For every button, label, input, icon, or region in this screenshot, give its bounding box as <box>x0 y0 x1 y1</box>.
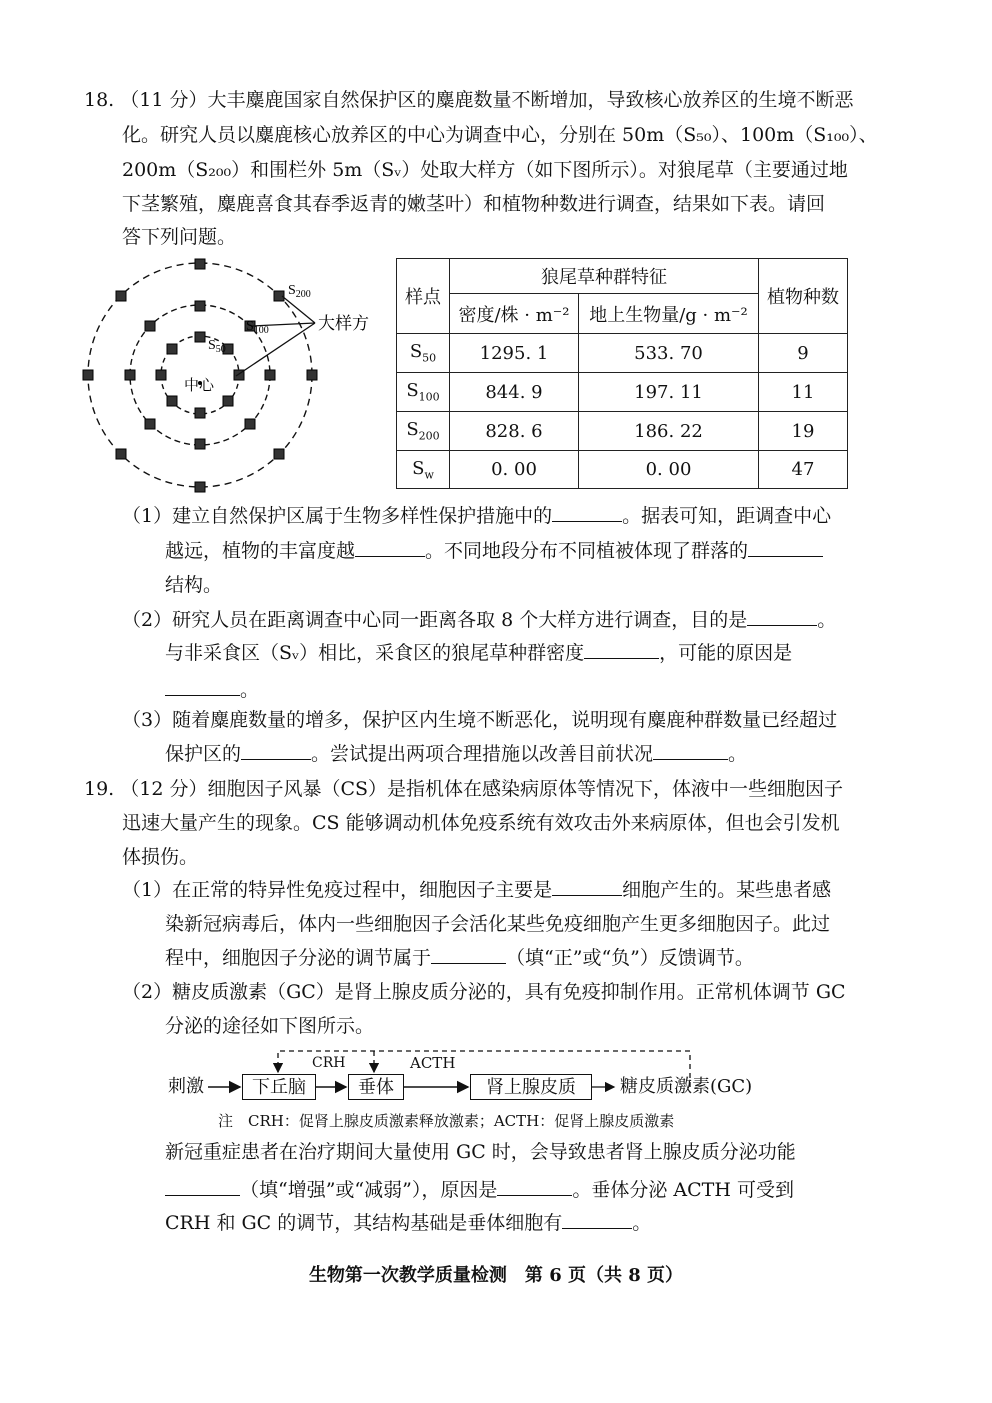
q19-p3-line-1: 新冠重症患者在治疗期间大量使用 GC 时，会导致患者肾上腺皮质分泌功能 <box>165 1141 796 1163</box>
answer-blank[interactable] <box>653 741 728 760</box>
answer-blank[interactable] <box>355 538 425 557</box>
cell-species: 47 <box>759 451 848 489</box>
answer-blank[interactable] <box>165 1177 240 1196</box>
q18-p2-line-2: 与非采食区（Sᵥ）相比，采食区的狼尾草种群密度 ，可能的原因是 <box>165 642 793 664</box>
q18-p3-line-1: （3）随着麋鹿数量的增多，保护区内生境不断恶化，说明现有麋鹿种群数量已经超过 <box>122 709 838 731</box>
flow-crh: CRH <box>312 1055 346 1071</box>
q18-p3-line-2: 保护区的 。尝试提出两项合理措施以改善目前状况 。 <box>165 743 748 765</box>
cell-biomass: 197. 11 <box>579 373 759 412</box>
q19-line-2: 迅速大量产生的现象。CS 能够调动机体免疫系统有效攻击外来病原体，但也会引发机 <box>122 812 840 834</box>
cell-species: 19 <box>759 412 848 451</box>
q18-line-2: 化。研究人员以麋鹿核心放养区的中心为调查中心，分别在 50m（S₅₀）、100m（S₁₀₀）、 <box>122 124 878 146</box>
answer-blank[interactable] <box>431 945 506 964</box>
answer-blank[interactable] <box>165 677 240 696</box>
header-group: 狼尾草种群特征 <box>450 259 759 294</box>
label-s100: $S_{100}$ <box>246 319 269 336</box>
answer-blank[interactable] <box>497 1177 572 1196</box>
cell-biomass: 0. 00 <box>579 451 759 489</box>
q18-line-5: 答下列问题。 <box>122 226 237 248</box>
quadrat-data-table <box>396 258 848 489</box>
flow-acth: ACTH <box>410 1054 456 1072</box>
cell-site: $S_w$ <box>397 451 450 489</box>
flow-hypothalamus: 下丘脑 <box>242 1074 316 1100</box>
answer-blank[interactable] <box>241 741 311 760</box>
quadrat-diagram <box>80 256 385 496</box>
label-s200: $S_{200}$ <box>288 283 311 300</box>
page-footer: 生物第一次教学质量检测 第 6 页（共 8 页） <box>308 1265 684 1286</box>
answer-blank[interactable] <box>747 607 817 626</box>
cell-density: 844. 9 <box>450 373 579 412</box>
q18-p2-line-3: 。 <box>165 676 259 704</box>
cell-density: 1295. 1 <box>450 334 579 373</box>
answer-blank[interactable] <box>748 538 823 557</box>
flow-gc: 糖皮质激素(GC) <box>620 1076 753 1097</box>
q18-line-1: 18. （11 分）大丰麋鹿国家自然保护区的麋鹿数量不断增加，导致核心放养区的生境不断恶 <box>84 89 854 111</box>
q19-p2-line-2: 分泌的途径如下图所示。 <box>165 1015 375 1037</box>
q19-p1-line-3: 程中，细胞因子分泌的调节属于 （填“正”或“负”）反馈调节。 <box>165 947 754 969</box>
q18-p1-line-3: 结构。 <box>165 574 223 596</box>
flow-stimulus: 刺激 <box>168 1076 204 1097</box>
q18-line-3: 200m（S₂₀₀）和围栏外 5m（Sᵥ）处取大样方（如下图所示）。对狼尾草（主要通过地 <box>122 159 848 181</box>
cell-biomass: 533. 70 <box>579 334 759 373</box>
flow-note: 注 CRH：促肾上腺皮质激素释放激素；ACTH：促肾上腺皮质激素 <box>218 1112 675 1130</box>
header-biomass: 地上生物量/g · m⁻² <box>579 294 759 334</box>
q19-p3-line-3: CRH 和 GC 的调节，其结构基础是垂体细胞有 。 <box>165 1212 652 1234</box>
flow-pituitary: 垂体 <box>348 1074 404 1100</box>
answer-blank[interactable] <box>562 1210 632 1229</box>
q19-p1-line-2: 染新冠病毒后，体内一些细胞因子会活化某些免疫细胞产生更多细胞因子。此过 <box>165 913 831 935</box>
label-s50: $S_{50}$ <box>208 338 226 355</box>
table-row <box>397 412 848 451</box>
header-site: 样点 <box>397 259 450 334</box>
flow-adrenal: 肾上腺皮质 <box>470 1074 592 1100</box>
header-species: 植物种数 <box>759 259 848 334</box>
q19-line-1: 19. （12 分）细胞因子风暴（CS）是指机体在感染病原体等情况下，体液中一些细胞因子 <box>84 778 844 800</box>
q18-p1-line-1: （1）建立自然保护区属于生物多样性保护措施中的 。据表可知，距调查中心 <box>122 505 832 527</box>
cell-biomass: 186. 22 <box>579 412 759 451</box>
cell-site: $S_{100}$ <box>397 373 450 412</box>
label-big-quadrat: 大样方 <box>318 314 369 334</box>
cell-site: $S_{200}$ <box>397 412 450 451</box>
answer-blank[interactable] <box>584 640 659 659</box>
q19-p2-line-1: （2）糖皮质激素（GC）是肾上腺皮质分泌的，具有免疫抑制作用。正常机体调节 GC <box>122 981 846 1003</box>
gc-regulation-diagram <box>168 1046 808 1116</box>
answer-blank[interactable] <box>552 877 622 896</box>
q18-line-4: 下茎繁殖，麋鹿喜食其春季返青的嫩茎叶）和植物种数进行调查，结果如下表。请回 <box>122 193 826 215</box>
table-row <box>397 451 848 489</box>
cell-species: 11 <box>759 373 848 412</box>
q18-p1-line-2: 越远，植物的丰富度越 。不同地段分布不同植被体现了群落的 <box>165 537 823 565</box>
answer-blank[interactable] <box>552 503 622 522</box>
cell-density: 0. 00 <box>450 451 579 489</box>
table-row <box>397 373 848 412</box>
header-density: 密度/株 · m⁻² <box>450 294 579 334</box>
q18-p2-line-1: （2）研究人员在距离调查中心同一距离各取 8 个大样方进行调查，目的是 。 <box>122 609 837 631</box>
q19-p1-line-1: （1）在正常的特异性免疫过程中，细胞因子主要是 细胞产生的。某些患者感 <box>122 879 832 901</box>
label-center: 中心 <box>184 376 215 394</box>
table-row <box>397 334 848 373</box>
q19-p3-line-2: （填“增强”或“减弱”），原因是 。垂体分泌 ACTH 可受到 <box>165 1176 794 1204</box>
cell-site: $S_{50}$ <box>397 334 450 373</box>
cell-species: 9 <box>759 334 848 373</box>
q19-line-3: 体损伤。 <box>122 846 199 868</box>
cell-density: 828. 6 <box>450 412 579 451</box>
